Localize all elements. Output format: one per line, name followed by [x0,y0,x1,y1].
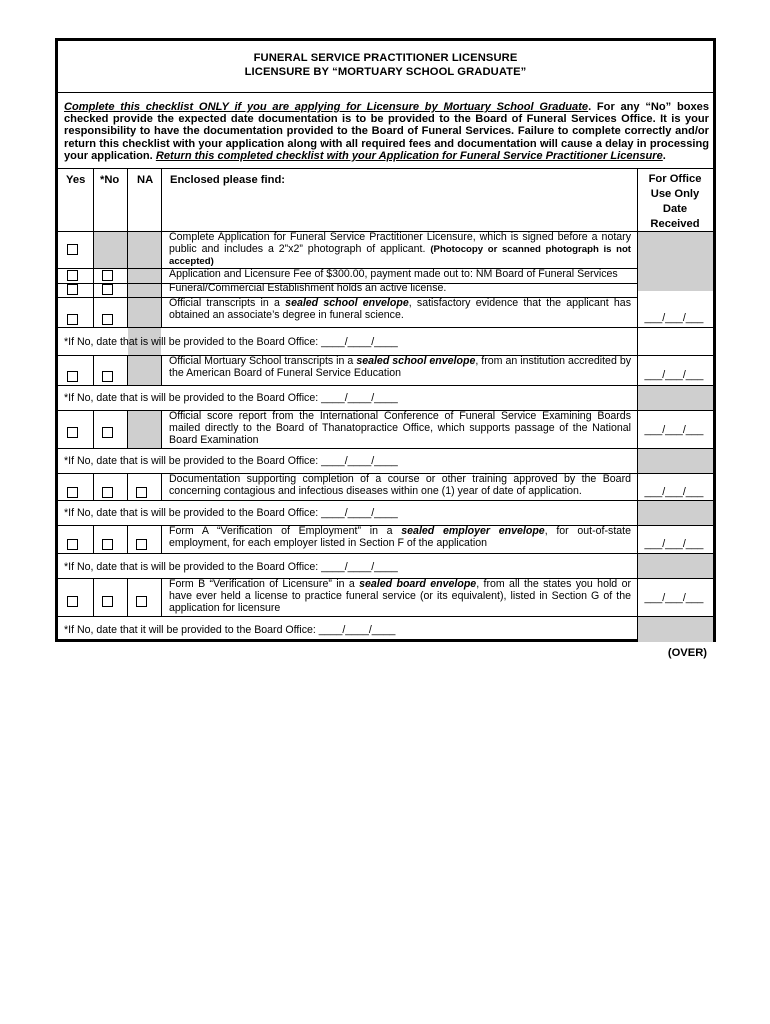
instructions-body: . For any “No” boxes checked provide the expected date documentation is to be provided to the Board of Funeral Services Office. It is your responsibility to have the documentation provided to the Board of Funeral Services. Failure to complete correctly and/or return this checklist with your application along with all required fees and documentation will cause a delay in processing your application. [64,101,710,162]
yes-checkbox[interactable] [67,371,78,382]
item-mortuary-transcripts: Official Mortuary School transcripts in a sealed school envelope, from an institution accredited by the American Board of Funeral Service Education [169,355,632,379]
item-score-report: Official score report from the International Conference of Funeral Service Examining Boards mailed directly to the Board of Thanatopractice Office, which supports passage of the National Board Examination [169,410,631,446]
shaded-office-cell [638,231,713,291]
item-application: Complete Application for Funeral Service Practitioner Licensure, which is signed before a notary public and includes a 2”x2” photograph of applicant. (Photocopy or scanned photograph is not accepted) [169,231,631,267]
no-checkbox[interactable] [102,596,113,607]
table-top-line [58,168,713,169]
shaded-office-cell [638,500,713,525]
item-form-b: Form B “Verification of Licensure” in a sealed board envelope, from all the states you hold or have ever held a license to practice funeral service (or its equivalent), listed in Section G of the application for licensure [169,578,631,614]
col-yes-header: Yes [66,174,86,186]
shaded-office-cell [638,448,713,473]
if-no-date-line[interactable]: *If No, date that is will be provided to the Board Office: ____/____/____ [64,336,398,348]
if-no-date-line[interactable]: *If No, date that it will be provided to the Board Office: ____/____/____ [64,624,396,636]
title-divider [58,92,713,93]
no-checkbox[interactable] [102,487,113,498]
if-no-date-line[interactable]: *If No, date that is will be provided to the Board Office: ____/____/____ [64,455,398,467]
shaded-na-cell [128,268,161,328]
shaded-na-cell [128,355,161,385]
yes-checkbox[interactable] [67,270,78,281]
form-subtitle: LICENSURE BY “MORTUARY SCHOOL GRADUATE” [244,66,527,78]
item-fee: Application and Licensure Fee of $300.00, payment made out to: NM Board of Funeral Services [169,268,618,280]
if-no-date-line[interactable]: *If No, date that is will be provided to the Board Office: ____/____/____ [64,561,398,573]
if-no-date-line[interactable]: *If No, date that is will be provided to the Board Office: ____/____/____ [64,507,398,519]
col-divider [637,168,638,642]
date-received-field[interactable]: ___/___/___ [644,592,704,604]
over-indicator: (OVER) [667,647,707,659]
yes-checkbox[interactable] [67,284,78,295]
shaded-office-cell [638,553,713,578]
yes-checkbox[interactable] [67,596,78,607]
yes-checkbox[interactable] [67,539,78,550]
form-title: FUNERAL SERVICE PRACTITIONER LICENSURE [253,52,518,64]
date-received-field[interactable]: ___/___/___ [644,424,704,436]
no-checkbox[interactable] [102,270,113,281]
yes-checkbox[interactable] [67,244,78,255]
date-received-field[interactable]: ___/___/___ [644,369,704,381]
date-received-field[interactable]: ___/___/___ [644,538,704,550]
shaded-no-cell [94,231,127,268]
instructions-paragraph: Complete this checklist ONLY if you are applying for Licensure by Mortuary School Graduate. For any “No” boxes checked provide the expected date documentation is to be provided to the Board of Funeral Services Office. It is your responsibility to have the documentation provided to the Board of Funeral Services. Failure to complete correctly and/or return this checklist with your application along with all required fees and documentation will cause a delay in processing your application. Return this completed checklist with your Application for Funeral Service Practitioner Licensure. [64,101,710,162]
shaded-na-cell [128,410,161,448]
col-na-header: NA [137,174,154,186]
instructions-return-note: Return this completed checklist with your Application for Funeral Service Practitioner Licensure [155,149,663,162]
yes-checkbox[interactable] [67,487,78,498]
office-use-header: For Office Use Only Date Received [648,173,702,230]
item-establishment: Funeral/Commercial Establishment holds an active license. [169,282,447,294]
na-checkbox[interactable] [136,487,147,498]
no-checkbox[interactable] [102,314,113,325]
col-divider [93,168,94,327]
yes-checkbox[interactable] [67,314,78,325]
checklist-form [55,38,716,642]
no-checkbox[interactable] [102,539,113,550]
item-form-a: Form A “Verification of Employment” in a sealed employer envelope, for out-of-state employment, for each employer listed in Section F of the application [169,525,631,549]
no-checkbox[interactable] [102,427,113,438]
if-no-date-line[interactable]: *If No, date that is will be provided to the Board Office: ____/____/____ [64,392,398,404]
item-transcripts: Official transcripts in a sealed school envelope, satisfactory evidence that the applicant has obtained an associate’s degree in funeral science. [169,297,631,321]
shaded-office-cell [638,385,713,410]
date-received-field[interactable]: ___/___/___ [644,312,704,324]
no-checkbox[interactable] [102,371,113,382]
col-enclosed-header: Enclosed please find: [170,174,286,186]
yes-checkbox[interactable] [67,427,78,438]
no-checkbox[interactable] [102,284,113,295]
col-divider [127,168,128,327]
col-no-header: *No [100,174,120,186]
instructions-lead: Complete this checklist ONLY if you are applying for Licensure by Mortuary School Graduate [64,101,589,113]
date-received-field[interactable]: ___/___/___ [644,486,704,498]
na-checkbox[interactable] [136,596,147,607]
shaded-na-cell [128,231,161,268]
na-checkbox[interactable] [136,539,147,550]
col-divider [161,168,162,327]
item-disease-training: Documentation supporting completion of a course or other training approved by the Board concerning contagious and infectious diseases within one (1) year of date of application. [169,473,631,497]
shaded-office-cell [638,616,713,642]
